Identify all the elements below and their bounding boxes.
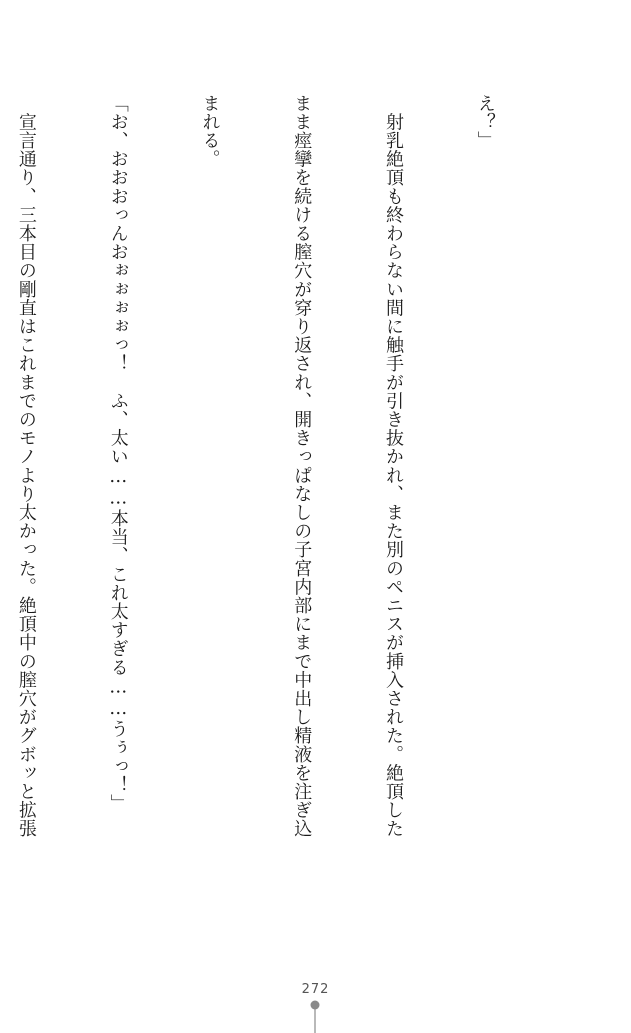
- text-line: まれる。: [199, 94, 221, 169]
- text-line: まま痙攣を続ける膣穴が穿り返され、開きっぱなしの子宮内部にまで中出し精液を注ぎ込: [291, 94, 313, 838]
- text-line: 射乳絶頂も終わらない間に触手が引き抜かれ、また別のペニスが挿入された。絶頂した: [383, 94, 405, 838]
- text-line: 「お、おおおっんおぉぉぉぉっ！ ふ、太い……本当、これ太すぎる……うぅっ！」: [107, 94, 129, 813]
- text-line: え？」: [474, 94, 496, 150]
- vertical-text-body: [0, 94, 561, 940]
- page-marker-icon: [309, 999, 321, 1033]
- text-line: 宣言通り、三本目の剛直はこれまでのモノより太かった。絶頂中の膣穴がグボッと拡張: [15, 94, 37, 838]
- page-number: 272: [301, 982, 330, 997]
